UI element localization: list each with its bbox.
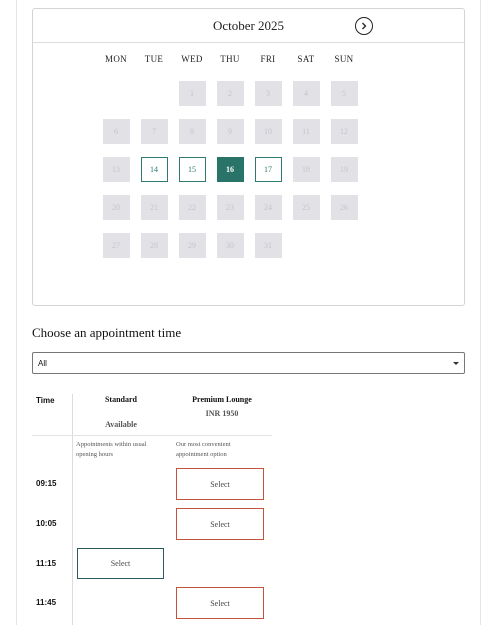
calendar-day-20: 20 [103, 195, 130, 220]
calendar-day-2: 2 [217, 81, 244, 106]
calendar-day-6: 6 [103, 119, 130, 144]
calendar-day-12: 12 [331, 119, 358, 144]
premium-select-button-1005[interactable]: Select [176, 508, 264, 540]
appointment-type-select-value: All [38, 358, 47, 368]
calendar-day-14[interactable]: 14 [141, 157, 168, 182]
standard-column-header: Standard [104, 395, 137, 404]
calendar-header [33, 9, 464, 43]
chevron-right-icon [360, 22, 368, 30]
calendar-day-9: 9 [217, 119, 244, 144]
calendar-day-22: 22 [179, 195, 206, 220]
weekday-thu: THU [220, 54, 240, 64]
calendar-day-4: 4 [293, 81, 320, 106]
calendar-day-7: 7 [141, 119, 168, 144]
standard-availability: Available [105, 420, 137, 429]
calendar-day-11: 11 [293, 119, 320, 144]
appointment-time-heading: Choose an appointment time [32, 325, 182, 340]
caret-down-icon [453, 362, 459, 365]
column-divider [72, 394, 73, 625]
calendar-day-18: 18 [293, 157, 320, 182]
calendar-day-5: 5 [331, 81, 358, 106]
calendar-day-17[interactable]: 17 [255, 157, 282, 182]
premium-select-button-0915[interactable]: Select [176, 468, 264, 500]
premium-select-button-1145[interactable]: Select [176, 587, 264, 619]
calendar-day-25: 25 [293, 195, 320, 220]
calendar-day-23: 23 [217, 195, 244, 220]
standard-select-button-1115[interactable]: Select [77, 548, 164, 579]
calendar-day-3: 3 [255, 81, 282, 106]
weekday-wed: WED [181, 54, 203, 64]
weekday-sat: SAT [297, 54, 315, 64]
calendar-day-26: 26 [331, 195, 358, 220]
calendar-day-13: 13 [103, 157, 130, 182]
slot-time-1005: 10:05 [36, 519, 57, 528]
slot-time-1145: 11:45 [36, 598, 57, 607]
calendar-day-15[interactable]: 15 [179, 157, 206, 182]
premium-column-header: Premium Lounge [192, 395, 252, 404]
calendar-month-label: October 2025 [212, 18, 285, 33]
appointment-type-select[interactable] [32, 352, 465, 374]
calendar-day-21: 21 [141, 195, 168, 220]
weekday-tue: TUE [144, 54, 164, 64]
header-divider [32, 435, 272, 436]
weekday-fri: FRI [260, 54, 276, 64]
time-column-header: Time [36, 396, 55, 405]
time-slot-table [32, 392, 272, 625]
weekday-sun: SUN [334, 54, 354, 64]
premium-price: INR 1950 [205, 409, 239, 418]
calendar-day-1: 1 [179, 81, 206, 106]
calendar-day-30: 30 [217, 233, 244, 258]
calendar-day-16[interactable]: 16 [217, 157, 244, 182]
next-month-button[interactable] [355, 17, 373, 35]
calendar-day-19: 19 [331, 157, 358, 182]
slot-time-1115: 11:15 [36, 559, 57, 568]
calendar-day-31: 31 [255, 233, 282, 258]
calendar-day-27: 27 [103, 233, 130, 258]
calendar-day-10: 10 [255, 119, 282, 144]
slot-time-0915: 09:15 [36, 479, 57, 488]
weekday-header-row [33, 54, 464, 68]
calendar-day-28: 28 [141, 233, 168, 258]
standard-description: Appointments within usual opening hours [76, 441, 147, 458]
calendar-day-8: 8 [179, 119, 206, 144]
calendar-day-29: 29 [179, 233, 206, 258]
calendar-day-24: 24 [255, 195, 282, 220]
premium-description: Our most convenient appointment option [176, 441, 231, 458]
weekday-mon: MON [105, 54, 127, 64]
date-picker-calendar [32, 8, 465, 306]
